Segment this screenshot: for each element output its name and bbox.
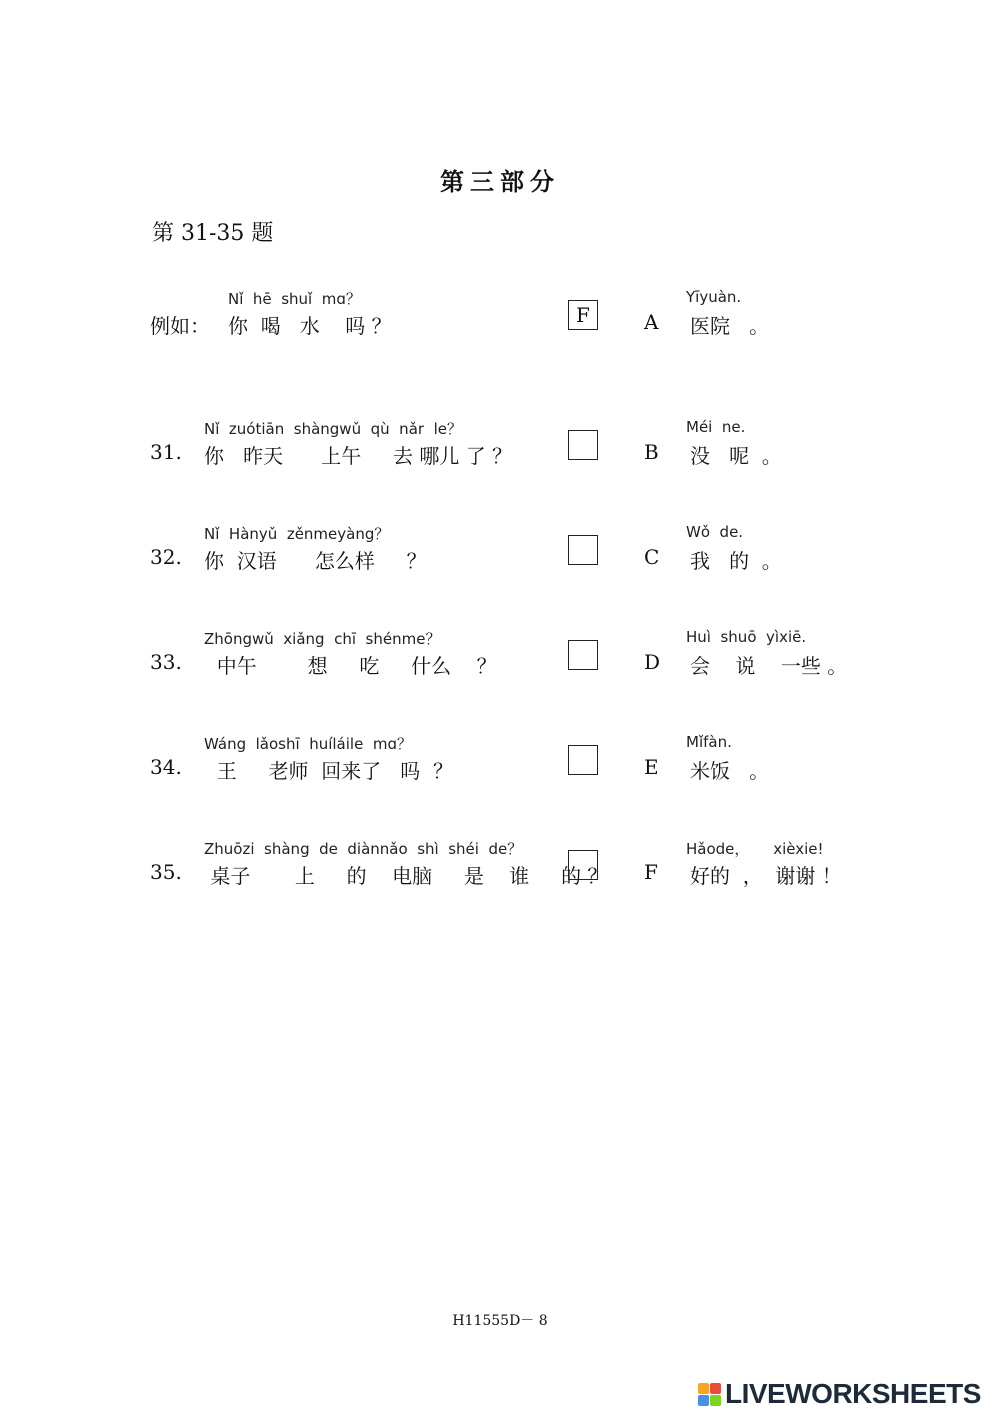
option-pinyin: Yīyuàn. — [686, 288, 742, 306]
section-title: 第三部分 — [440, 167, 560, 196]
option-pinyin: Huì shuō yìxiē. — [686, 628, 807, 646]
question-hanzi: 中午 想 吃 什么 ？ — [204, 654, 497, 678]
logo-tile — [698, 1383, 709, 1394]
question-number: 31. — [150, 440, 182, 464]
question-row — [0, 628, 1000, 688]
question-row — [0, 523, 1000, 583]
question-row — [0, 418, 1000, 478]
example-pinyin: Nǐ hē shuǐ mɑ？ — [228, 290, 361, 308]
option-pinyin: Méi ne. — [686, 418, 746, 436]
option-pinyin: Wǒ de. — [686, 523, 744, 541]
option-letter: E — [644, 755, 659, 779]
logo-tiles-icon — [698, 1383, 721, 1406]
option-letter: C — [644, 545, 660, 569]
example-row — [0, 288, 1000, 348]
question-pinyin: Nǐ zuótiān shàngwǔ qù nǎr le？ — [204, 420, 462, 438]
question-hanzi: 你 汉语 怎么样 ？ — [204, 549, 427, 573]
option-letter: B — [644, 440, 659, 464]
question-number: 32. — [150, 545, 182, 569]
question-pinyin: Wáng lǎoshī huíláile mɑ？ — [204, 735, 412, 753]
option-hanzi: 医院 。 — [690, 314, 770, 338]
question-row — [0, 733, 1000, 793]
question-hanzi: 王 老师 回来了 吗 ？ — [204, 759, 454, 783]
answer-input-box[interactable] — [568, 850, 598, 880]
option-letter: A — [644, 310, 659, 334]
liveworksheets-logo[interactable] — [698, 1376, 981, 1412]
example-hanzi: 你 喝 水 吗 ？ — [228, 314, 392, 338]
answer-input-box[interactable] — [568, 430, 598, 460]
example-answer-box: F — [568, 300, 598, 330]
question-hanzi: 你 昨天 上午 去 哪儿 了 ？ — [204, 444, 513, 468]
question-pinyin: Nǐ Hànyǔ zěnmeyàng？ — [204, 525, 390, 543]
option-hanzi: 米饭 。 — [690, 759, 770, 783]
brand-name: LIVEWORKSHEETS — [725, 1378, 981, 1409]
option-hanzi: 会 说 一些 。 — [690, 654, 848, 678]
example-label: 例如： — [150, 314, 210, 338]
logo-tile — [710, 1383, 721, 1394]
question-hanzi: 桌子 上 的 电脑 是 谁 的 ？ — [204, 864, 608, 888]
option-hanzi: 没 呢 。 — [690, 444, 782, 468]
option-pinyin: Hǎode， xièxie! — [686, 840, 824, 858]
question-number: 35. — [150, 860, 182, 884]
page-code: H11555D－ 8 — [452, 1313, 548, 1329]
question-range: 第 31-35 题 — [152, 221, 274, 246]
logo-tile — [710, 1395, 721, 1406]
logo-tile — [698, 1395, 709, 1406]
option-letter: D — [644, 650, 661, 674]
question-row — [0, 838, 1000, 898]
option-hanzi: 我 的 。 — [690, 549, 782, 573]
option-hanzi: 好的 ， 谢谢 ！ — [690, 864, 842, 888]
answer-input-box[interactable] — [568, 640, 598, 670]
question-number: 34. — [150, 755, 182, 779]
answer-input-box[interactable] — [568, 535, 598, 565]
answer-input-box[interactable] — [568, 745, 598, 775]
question-pinyin: Zhōngwǔ xiǎng chī shénme？ — [204, 630, 441, 648]
question-pinyin: Zhuōzi shàng de diànnǎo shì shéi de？ — [204, 840, 523, 858]
question-number: 33. — [150, 650, 182, 674]
option-letter: F — [644, 860, 658, 884]
option-pinyin: Mǐfàn. — [686, 733, 732, 751]
